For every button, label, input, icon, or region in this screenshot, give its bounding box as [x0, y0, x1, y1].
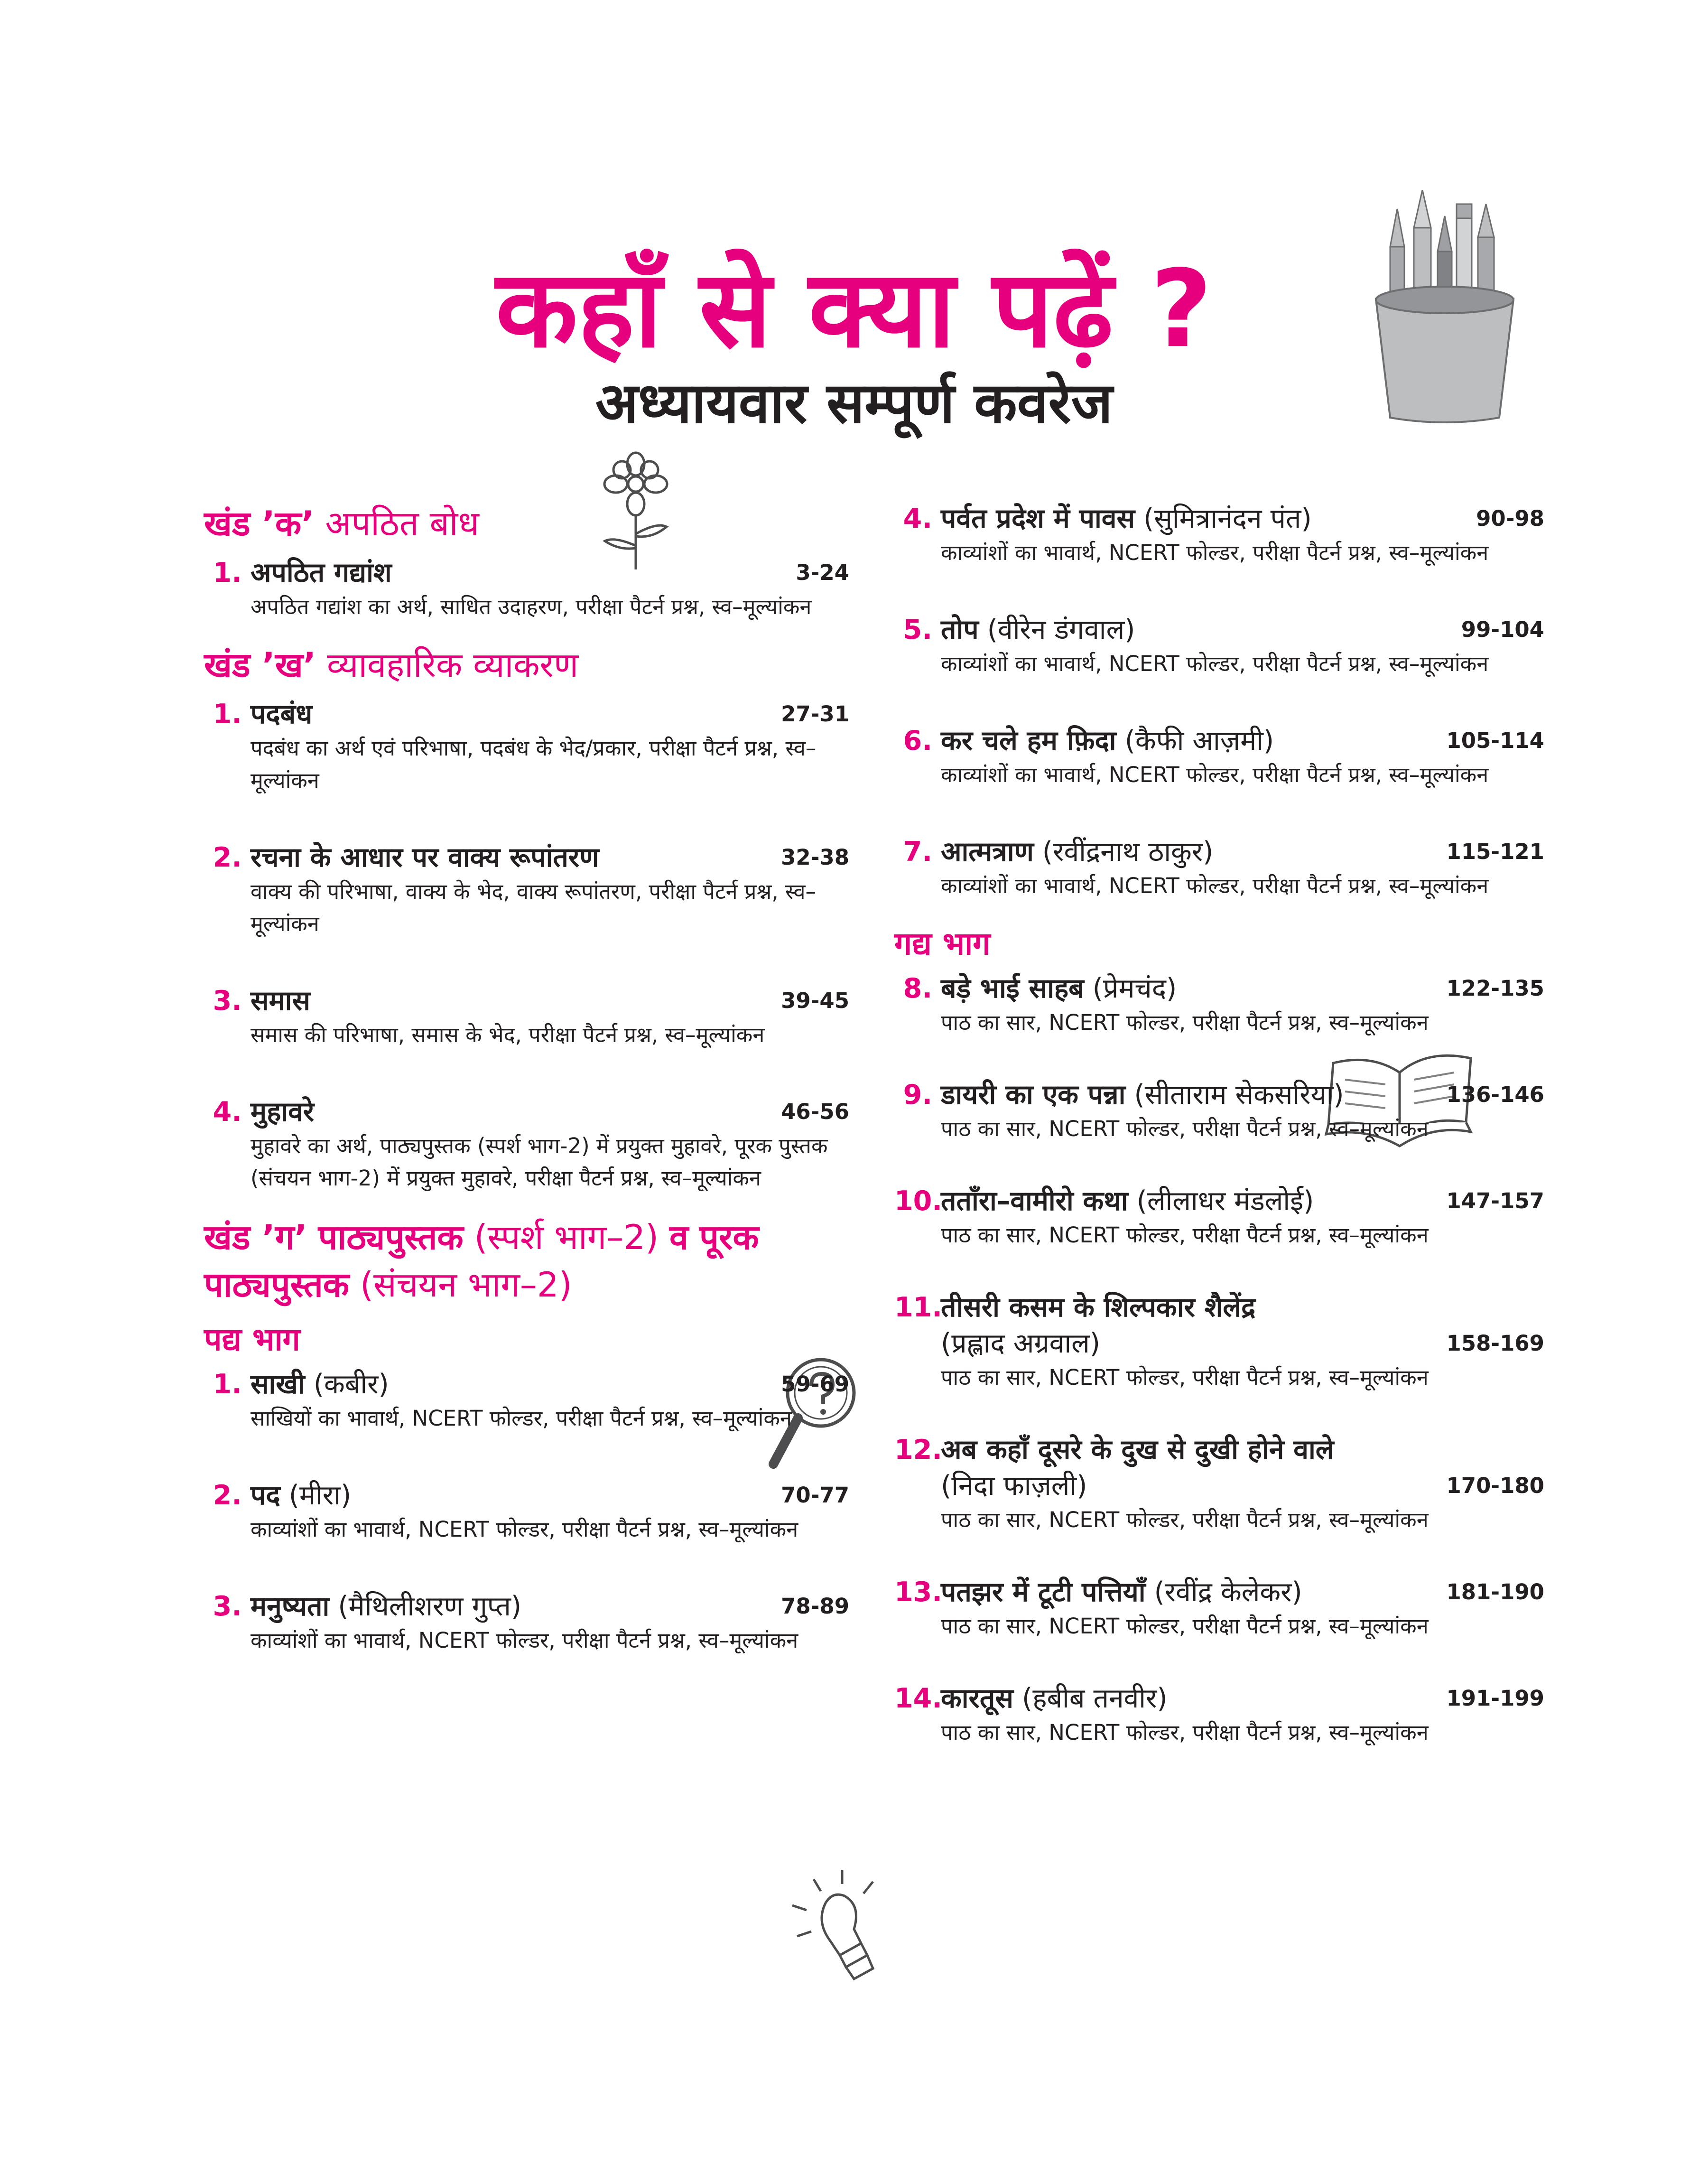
- padya-heading: पद्य भाग: [204, 1321, 300, 1358]
- toc-entry[interactable]: [894, 501, 1544, 569]
- entry-number: 9.: [903, 1079, 932, 1110]
- entry-number: 1.: [213, 1369, 242, 1400]
- page-range: 191-199: [1446, 1686, 1544, 1711]
- entry-description: मुहावरे का अर्थ, पाठ्यपुस्तक (स्पर्श भाग-2) में प्रयुक्त मुहावरे, पूरक पुस्तक (संचयन भाग-2) में प्रयुक्त मुहावरे, परीक्षा पैटर्न प्रश्न, स्व–मूल्यांकन: [251, 1133, 828, 1191]
- entry-number: 6.: [903, 725, 932, 756]
- entry-number: 4.: [903, 503, 932, 534]
- entry-number: 1.: [213, 557, 242, 588]
- entry-author: (निदा फाज़ली): [941, 1470, 1087, 1502]
- entry-title: मुहावरे: [251, 1096, 315, 1128]
- section-a-heading: [204, 501, 849, 546]
- section-a-name: अपठित बोध: [325, 504, 479, 543]
- entry-number: 7.: [903, 836, 932, 868]
- entry-description: काव्यांशों का भावार्थ, NCERT फोल्डर, परीक्षा पैटर्न प्रश्न, स्व–मूल्यांकन: [251, 1628, 798, 1653]
- entry-description: काव्यांशों का भावार्थ, NCERT फोल्डर, परीक्षा पैटर्न प्रश्न, स्व–मूल्यांकन: [941, 873, 1489, 898]
- toc-entry[interactable]: [894, 970, 1544, 1039]
- page-subtitle: अध्यायवार सम्पूर्ण कवरेज: [595, 370, 1113, 436]
- entry-author: (सीताराम सेकसरिया): [1134, 1079, 1344, 1110]
- entry-description: काव्यांशों का भावार्थ, NCERT फोल्डर, परीक्षा पैटर्न प्रश्न, स्व–मूल्यांकन: [941, 651, 1489, 676]
- page-range: 59-69: [781, 1371, 849, 1397]
- entry-title: बड़े भाई साहब: [941, 973, 1084, 1004]
- entry-number: 3.: [213, 1591, 242, 1622]
- toc-entry[interactable]: [204, 1094, 849, 1194]
- toc-entry[interactable]: [204, 1588, 849, 1657]
- entry-title: कारतूस: [941, 1683, 1013, 1714]
- entry-author: (मीरा): [288, 1480, 352, 1511]
- page-range: 70-77: [781, 1483, 849, 1508]
- entry-number: 11.: [894, 1292, 942, 1323]
- entry-description: काव्यांशों का भावार्थ, NCERT फोल्डर, परीक्षा पैटर्न प्रश्न, स्व–मूल्यांकन: [941, 540, 1489, 565]
- entry-number: 1.: [213, 699, 242, 730]
- entry-number: 4.: [213, 1096, 242, 1128]
- entry-author: (सुमित्रानंदन पंत): [1143, 503, 1312, 534]
- entry-title: रचना के आधार पर वाक्य रूपांतरण: [251, 842, 599, 873]
- page-range: 46-56: [781, 1099, 849, 1124]
- entry-description: पाठ का सार, NCERT फोल्डर, परीक्षा पैटर्न प्रश्न, स्व–मूल्यांकन: [941, 1116, 1429, 1141]
- entry-title: समास: [251, 985, 310, 1017]
- page-range: 147-157: [1446, 1188, 1544, 1213]
- entry-author: (हबीब तनवीर): [1022, 1683, 1168, 1714]
- page-range: 39-45: [781, 988, 849, 1013]
- entry-author: (रवींद्रनाथ ठाकुर): [1042, 836, 1214, 868]
- section-b-label: खंड ’ख’: [204, 645, 316, 685]
- page-range: 3-24: [796, 560, 849, 585]
- toc-entry[interactable]: [894, 1183, 1544, 1251]
- entry-number: 13.: [894, 1577, 942, 1608]
- entry-author: (मैथिलीशरण गुप्त): [338, 1591, 522, 1622]
- page-title: कहाँ से क्या पढ़ें ?: [495, 247, 1213, 372]
- page-range: 170-180: [1446, 1473, 1544, 1498]
- entry-title: तताँरा–वामीरो कथा: [941, 1185, 1128, 1217]
- entry-title: पर्वत प्रदेश में पावस: [941, 503, 1135, 534]
- entry-description: अपठित गद्यांश का अर्थ, साधित उदाहरण, परीक्षा पैटर्न प्रश्न, स्व–मूल्यांकन: [251, 594, 812, 619]
- entry-number: 8.: [903, 973, 932, 1004]
- section-b-heading: [204, 642, 849, 688]
- section-c-conjunction: व: [669, 1217, 689, 1257]
- entry-author: (वीरेन डंगवाल): [987, 614, 1135, 645]
- pencil-cup-icon: [1366, 190, 1523, 427]
- page-range: 181-190: [1446, 1579, 1544, 1605]
- entry-title: अब कहाँ दूसरे के दुख से दुखी होने वाले: [941, 1434, 1334, 1465]
- entry-author: (प्रेमचंद): [1092, 973, 1177, 1004]
- toc-entry[interactable]: [894, 1574, 1544, 1642]
- entry-description: साखियों का भावार्थ, NCERT फोल्डर, परीक्षा पैटर्न प्रश्न, स्व–मूल्यांकन: [251, 1406, 792, 1431]
- entry-description: काव्यांशों का भावार्थ, NCERT फोल्डर, परीक्षा पैटर्न प्रश्न, स्व–मूल्यांकन: [941, 762, 1489, 787]
- entry-author: (रवींद्र केलेकर): [1154, 1577, 1302, 1608]
- entry-title: साखी: [251, 1369, 305, 1400]
- entry-author: (प्रह्लाद अग्रवाल): [941, 1328, 1100, 1359]
- entry-description: पाठ का सार, NCERT फोल्डर, परीक्षा पैटर्न प्रश्न, स्व–मूल्यांकन: [941, 1720, 1429, 1745]
- toc-entry[interactable]: [894, 612, 1544, 680]
- toc-entry[interactable]: [894, 723, 1544, 791]
- entry-description: पाठ का सार, NCERT फोल्डर, परीक्षा पैटर्न प्रश्न, स्व–मूल्यांकन: [941, 1010, 1429, 1035]
- entry-author: (कैफी आज़मी): [1124, 725, 1274, 756]
- page-range: 105-114: [1446, 728, 1544, 753]
- page-range: 115-121: [1446, 839, 1544, 864]
- page-range: 32-38: [781, 845, 849, 870]
- page-range: 122-135: [1446, 976, 1544, 1001]
- toc-entry[interactable]: [894, 1289, 1544, 1394]
- toc-entry[interactable]: [204, 983, 849, 1051]
- entry-author: (कबीर): [313, 1369, 389, 1400]
- entry-title: आत्मत्राण: [941, 836, 1034, 868]
- page-range: 90-98: [1476, 506, 1544, 531]
- entry-title: पद: [251, 1480, 280, 1511]
- entry-title: तीसरी कसम के शिल्पकार शैलेंद्र: [941, 1292, 1256, 1323]
- section-c-heading: [204, 1213, 764, 1308]
- section-b-name: व्यावहारिक व्याकरण: [326, 645, 579, 685]
- entry-number: 2.: [213, 842, 242, 873]
- page-range: 99-104: [1461, 617, 1544, 642]
- toc-entry[interactable]: [894, 1680, 1544, 1749]
- entry-title: मनुष्यता: [251, 1591, 330, 1622]
- toc-entry[interactable]: [204, 1366, 849, 1435]
- toc-entry[interactable]: [204, 1477, 849, 1546]
- entry-number: 12.: [894, 1434, 942, 1465]
- entry-number: 5.: [903, 614, 932, 645]
- entry-title: अपठित गद्यांश: [251, 557, 392, 588]
- entry-description: पाठ का सार, NCERT फोल्डर, परीक्षा पैटर्न प्रश्न, स्व–मूल्यांकन: [941, 1365, 1429, 1390]
- entry-author: (लीलाधर मंडलोई): [1136, 1185, 1314, 1217]
- light-bulb-icon: [778, 1860, 901, 1998]
- entry-title: कर चले हम फ़िदा: [941, 725, 1116, 756]
- entry-description: पदबंध का अर्थ एवं परिभाषा, पदबंध के भेद/प्रकार, परीक्षा पैटर्न प्रश्न, स्व–मूल्यांकन: [251, 736, 817, 793]
- section-c-book2: पूरक पाठ्यपुस्तक: [204, 1217, 759, 1305]
- entry-description: काव्यांशों का भावार्थ, NCERT फोल्डर, परीक्षा पैटर्न प्रश्न, स्व–मूल्यांकन: [251, 1517, 798, 1542]
- entry-title: तोप: [941, 614, 979, 645]
- toc-entry[interactable]: [894, 1432, 1544, 1536]
- entry-number: 2.: [213, 1480, 242, 1511]
- toc-entry[interactable]: [204, 840, 849, 940]
- section-c-book1: पाठ्यपुस्तक: [318, 1217, 464, 1257]
- entry-description: पाठ का सार, NCERT फोल्डर, परीक्षा पैटर्न प्रश्न, स्व–मूल्यांकन: [941, 1614, 1429, 1639]
- right-column: [894, 501, 1544, 1749]
- entry-title: पतझर में टूटी पत्तियाँ: [941, 1577, 1146, 1608]
- toc-entry[interactable]: [894, 834, 1544, 902]
- entry-description: पाठ का सार, NCERT फोल्डर, परीक्षा पैटर्न प्रश्न, स्व–मूल्यांकन: [941, 1222, 1429, 1248]
- entry-description: पाठ का सार, NCERT फोल्डर, परीक्षा पैटर्न प्रश्न, स्व–मूल्यांकन: [941, 1507, 1429, 1532]
- entry-title: डायरी का एक पन्ना: [941, 1079, 1126, 1110]
- page-range: 78-89: [781, 1594, 849, 1619]
- page-range: 27-31: [781, 701, 849, 727]
- toc-entry[interactable]: [204, 555, 849, 623]
- entry-number: 10.: [894, 1185, 942, 1217]
- page-range: 158-169: [1446, 1331, 1544, 1356]
- left-column: [204, 501, 849, 1657]
- toc-entry[interactable]: [894, 1077, 1544, 1145]
- section-c-book1-sub: (स्पर्श भाग–2): [474, 1217, 659, 1257]
- section-c-label: खंड ’ग’: [204, 1217, 307, 1257]
- section-a-label: खंड ’क’: [204, 504, 315, 543]
- entry-number: 14.: [894, 1683, 942, 1714]
- entry-description: वाक्य की परिभाषा, वाक्य के भेद, वाक्य रूपांतरण, परीक्षा पैटर्न प्रश्न, स्व–मूल्यांकन: [251, 879, 816, 936]
- gadya-heading: गद्य भाग: [894, 925, 991, 962]
- entry-title: पदबंध: [251, 699, 313, 730]
- section-c-book2-sub: (संचयन भाग–2): [360, 1265, 572, 1305]
- entry-number: 3.: [213, 985, 242, 1017]
- page-range: 136-146: [1446, 1082, 1544, 1107]
- toc-entry[interactable]: [204, 696, 849, 797]
- entry-description: समास की परिभाषा, समास के भेद, परीक्षा पैटर्न प्रश्न, स्व–मूल्यांकन: [251, 1022, 765, 1047]
